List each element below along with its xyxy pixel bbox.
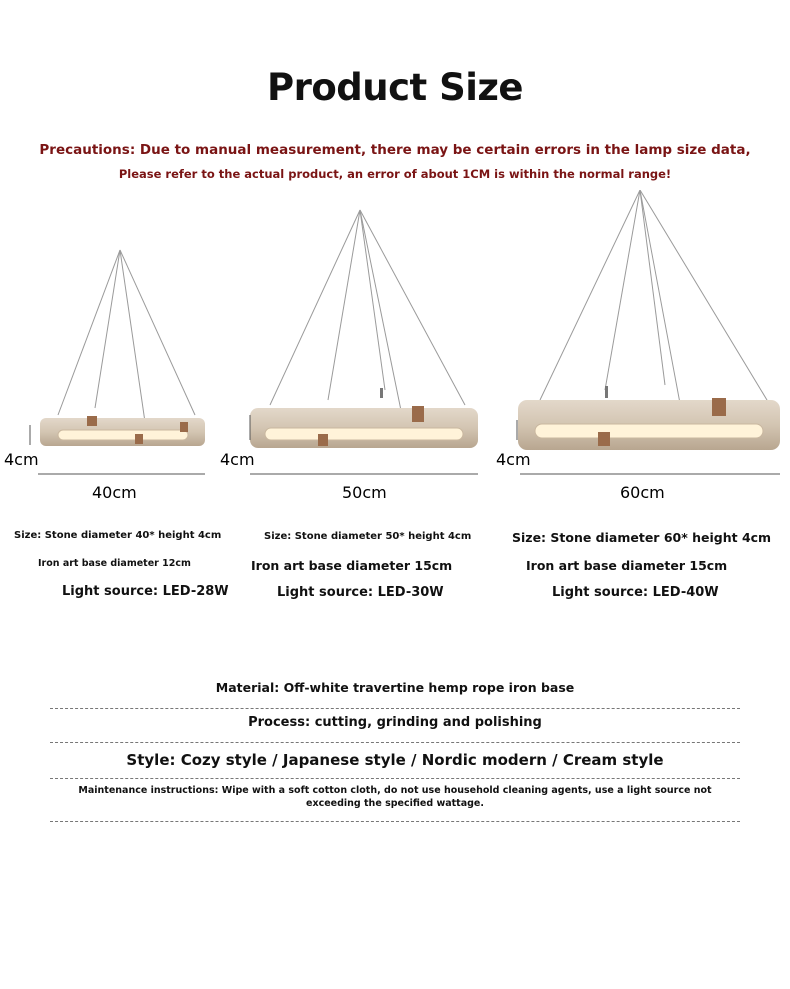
suspension-wires: [540, 190, 770, 430]
suspension-wires: [58, 250, 195, 422]
width-label: 60cm: [620, 483, 665, 502]
size-spec-60: Size: Stone diameter 60* height 4cm: [512, 530, 772, 545]
height-label: 4cm: [4, 450, 39, 469]
stone-ring: [518, 386, 780, 450]
stone-ring: [250, 388, 478, 448]
precaution-line-2: Please refer to the actual product, an error of about 1CM is within the normal range!: [118, 167, 672, 181]
divider: [50, 742, 740, 743]
size-spec-40: Size: Stone diameter 40* height 4cm: [14, 530, 222, 541]
maintenance-text: Maintenance instructions: Wipe with a soft cotton cloth, do not use household cleaning agents, use a light source not exceeding the specified wattage.: [78, 785, 712, 809]
divider: [50, 821, 740, 822]
size-spec-50: Size: Stone diameter 50* height 4cm: [264, 531, 472, 542]
lamp-40cm: [4, 250, 205, 502]
divider: [50, 778, 740, 779]
base-spec-60: Iron art base diameter 15cm: [526, 558, 728, 573]
page-title: Product Size: [266, 66, 524, 109]
material-text: Material: Off-white travertine hemp rope iron base: [215, 680, 575, 695]
suspension-wires: [270, 210, 465, 430]
base-spec-40: Iron art base diameter 12cm: [38, 558, 191, 569]
style-text: Style: Cozy style / Japanese style / Nordic modern / Cream style: [126, 751, 664, 769]
height-label: 4cm: [220, 450, 255, 469]
lamp-60cm: [496, 190, 780, 502]
base-spec-50: Iron art base diameter 15cm: [251, 558, 453, 573]
light-spec-40: Light source: LED-28W: [62, 584, 229, 599]
light-spec-60: Light source: LED-40W: [552, 585, 719, 600]
precaution-line-1: Precautions: Due to manual measurement, there may be certain errors in the lamp size data,: [39, 142, 751, 158]
stone-ring: [40, 416, 205, 446]
width-label: 40cm: [92, 483, 137, 502]
lamp-50cm: [220, 210, 478, 502]
light-spec-50: Light source: LED-30W: [277, 585, 444, 600]
process-text: Process: cutting, grinding and polishing: [248, 715, 542, 730]
divider: [50, 708, 740, 709]
width-label: 50cm: [342, 483, 387, 502]
lamp-illustrations: [0, 190, 790, 510]
height-label: 4cm: [496, 450, 531, 469]
